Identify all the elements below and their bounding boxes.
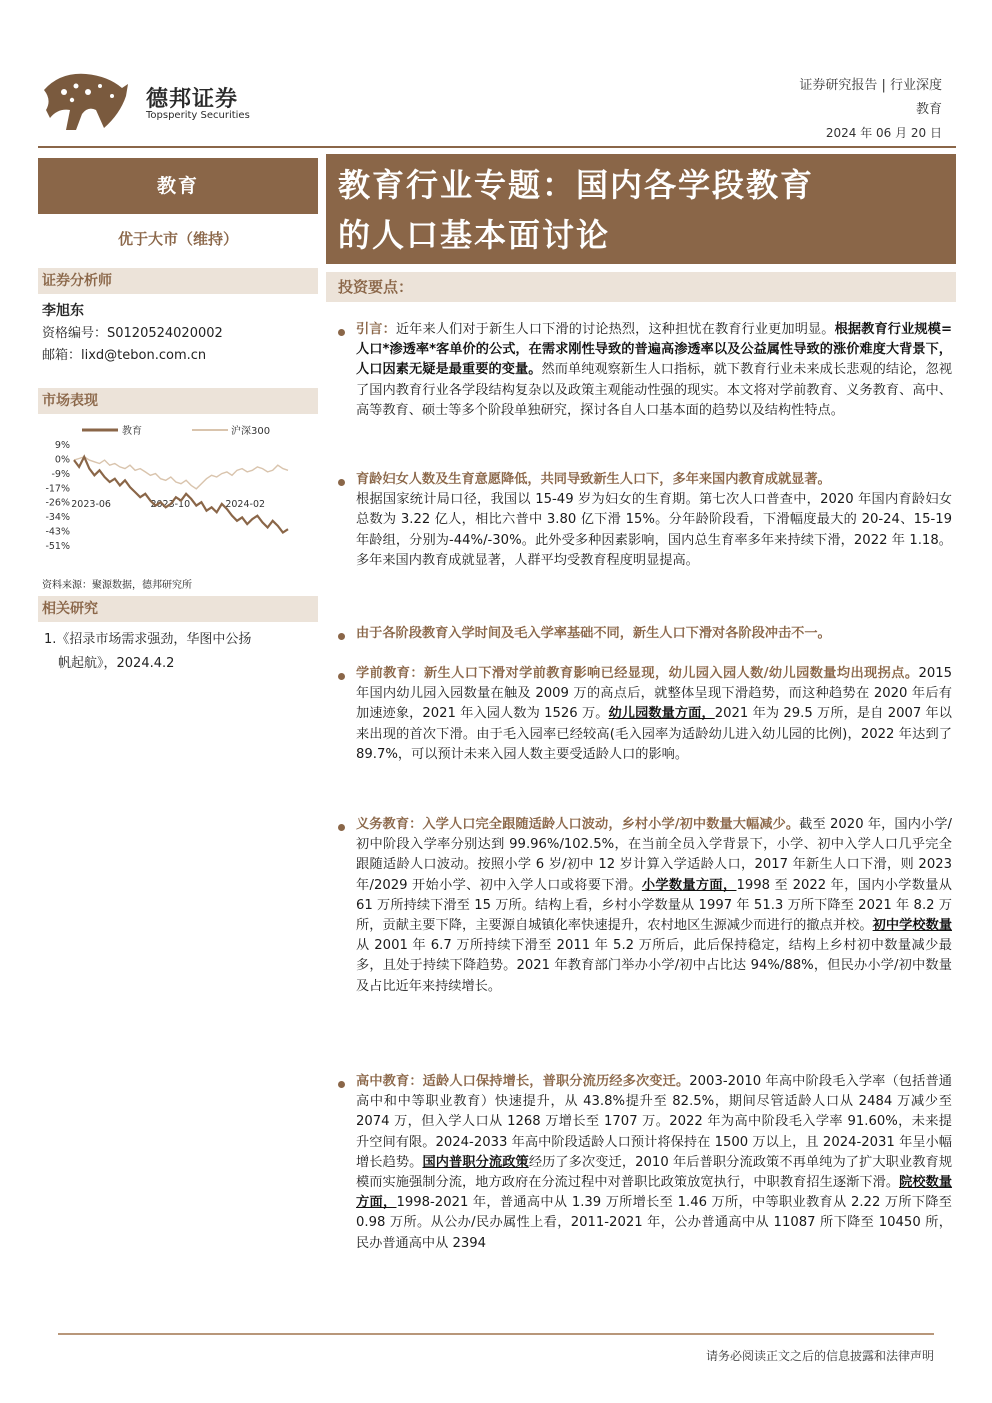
report-date: 2024 年 06 月 20 日 [825,126,942,140]
related-heading: 相关研究 [38,596,318,622]
bullet-dot [338,824,345,831]
para-compulsory-text1: 截至 2020 年，国内小学/初中阶段入学率分别达到 99.96%/102.5%，在当前全员入学背景下，小学、初中入学人口几乎完全跟随适龄人口波动。按照小学 6 岁/初中 12 岁计算入学适龄人口，2017 年新生人口下滑，则 2023 年/2029 开始小学、初中入学人口或将要下滑。 [356,817,952,893]
para-intro-bold: 根据教育行业规模=人口*渗透率*客单价的公式，在需求刚性导致的普遍高渗透率以及公益属性导致的涨价难度大背景下，人口因素无疑是最重要的变量。 [356,322,952,378]
footer-disclaimer[interactable]: 请务必阅读正文之后的信息披露和法律声明 [705,1349,934,1363]
para-population-text: 根据国家统计局口径，我国以 15-49 岁为妇女的生育期。第七次人口普查中，2020 年国内育龄妇女总数为 3.22 亿人，相比六普中 3.80 亿下滑 15%。分年龄阶段看，下滑幅度最大的 20-24、15-19 年龄组，分别为-44%/-30%。此外受多种因素影响，国内总生育率多年来持续下滑，2022 年 1.18。多年来国内教育成就显著，人群平均受教育程度明显提高。 [356,492,952,568]
logo-cn: 德邦证券 [146,87,239,112]
chart-source: 资料来源：聚源数据，德邦研究所 [42,580,192,591]
y-axis [45,440,70,552]
para-compulsory [356,815,952,997]
header-divider [38,146,956,148]
para-highschool-underline2: 院校数量方面， [356,1175,953,1211]
related-item-1-line2[interactable]: 帆起航》，2024.4.2 [58,656,175,671]
title-line-2: 的人口基本面讨论 [338,216,611,254]
para-compulsory-underline2: 初中学校数量 [872,918,953,934]
y-tick-label: -26% [45,497,70,509]
bullet-dot [338,479,345,486]
y-tick-label: -43% [45,526,70,538]
bullet-dot [338,673,345,680]
analyst-email: 邮箱：lixd@tebon.com.cn [42,348,207,363]
report-industry: 教育 [915,102,942,117]
analyst-cert: 资格编号：S0120524020002 [42,326,223,341]
para-compulsory-lead: 义务教育：入学人口完全跟随适龄人口波动，乡村小学/初中数量大幅减少。 [356,817,800,832]
para-highschool-text1: 2003-2010 年高中阶段毛入学率（包括普通高中和中等职业教育）快速提升，从 43.8%提升至 82.5%，期间尽管适龄人口从 2484 万减少至 2074 万，但入学人口从 1268 万增长至 1707 万。2022 年为高中阶段毛入学率 91.60%，未来提升空间有限。2024-2033 年高中阶段适龄人口预计将保持在 1500 万以上，且 2024-2031 年呈小幅增长趋势。 [356,1074,952,1170]
analyst-heading: 证券分析师 [38,268,318,294]
report-type: 证券研究报告 | 行业深度 [799,78,942,93]
title-line-1: 教育行业专题：国内各学段教育 [338,166,815,204]
para-intro [356,320,952,421]
chart-series [74,457,288,533]
para-highschool-lead: 高中教育：适龄人口保持增长，普职分流历经多次变迁。 [356,1074,690,1089]
x-tick-label: 2023-10 [150,498,191,510]
y-tick-label: 0% [54,454,70,466]
para-preschool-text1: 2015 年国内幼儿园入园数量在触及 2009 万的高点后，就整体呈现下滑趋势，而这种趋势在 2020 年后有加速迹象，2021 年入园人数为 1526 万。 [356,666,952,722]
industry-label: 教育 [38,158,318,214]
report-title [326,154,956,264]
market-chart [38,418,318,568]
chart-legend [82,424,270,437]
footer-divider [58,1333,934,1335]
para-highschool-text3: 1998-2021 年，普通高中从 1.39 万所增长至 1.46 万所，中等职业教育从 2.22 万所下降至 0.98 万所。从公办/民办属性上看，2011-2021 年，公办普通高中从 11087 所下降至 10450 所，民办普通高中从 2394 [356,1195,952,1251]
bullet-dot [338,329,345,336]
y-tick-label: -51% [45,541,70,552]
para-intro-text2: 然而单纯观察新生人口指标，就下教育行业未来成长悲观的结论，忽视了国内教育行业各学段结构复杂以及政策主观能动性强的现实。本文将对学前教育、义务教育、高中、高等教育、硕士等多个阶段单独研究，探讨各自人口基本面的趋势以及结构性特点。 [356,362,953,418]
para-stages-lead: 由于各阶段教育入学时间及毛入学率基础不同，新生人口下滑对各阶段冲击不一。 [356,626,831,641]
para-compulsory-text2: 1998 至 2022 年，国内小学数量从 61 万所持续下滑至 15 万所。结构上看，乡村小学数量从 1997 年 51.3 万所下降至 2021 年 8.2 万所，贡献主要下降，主要源自城镇化率快速提升，农村地区生源减少而进行的撤点并校。 [356,877,952,934]
para-preschool [356,664,952,765]
y-tick-label: -34% [45,512,70,524]
para-intro-text1: 近年来人们对于新生人口下滑的讨论热烈，这种担忧在教育行业更加明显。 [395,322,835,337]
x-tick-label: 2023-06 [71,498,111,510]
market-heading: 市场表现 [38,388,318,414]
y-tick-label: -9% [51,468,70,480]
para-preschool-lead: 学前教育：新生人口下滑对学前教育影响已经显现，幼儿园入园人数/幼儿园数量均出现拐点。 [356,666,919,681]
para-population-lead: 育龄妇女人数及生育意愿降低，共同导致新生人口下，多年来国内教育成就显著。 [356,472,831,487]
logo-en: Topsperity Securities [146,110,250,121]
y-tick-label: 9% [54,440,70,451]
para-intro-lead: 引言： [356,322,396,337]
company-logo [42,70,130,134]
para-highschool [356,1072,952,1254]
legend-label-edu: 教育 [122,426,142,437]
para-compulsory-text3: 从 2001 年 6.7 万所持续下滑至 2011 年 5.2 万所后，此后保持稳定，结构上乡村初中数量减少最多，且处于持续下降趋势。2021 年教育部门举办小学/初中占比达 94%/88%，但民办小学/初中数量及占比近年来持续增长。 [356,938,952,994]
analyst-name: 李旭东 [42,303,84,319]
y-tick-label: -17% [45,483,70,495]
para-highschool-text2: 经历了多次变迁，2010 年后普职分流政策不再单纯为了扩大职业教育规模而实施强制分流，地方政府在分流过程中对普职比政策放宽执行，中职教育招生逐渐下滑。 [356,1154,953,1191]
para-preschool-text2: 2021 年为 29.5 万所，是自 2007 年以来出现的首次下滑。由于毛入园率已经较高(毛入园率为适龄幼儿进入幼儿园的比例)，2022 年达到了 89.7%，可以预计未来入园人数主要受适龄人口的影响。 [356,706,952,762]
rating: 优于大市（维持） [117,230,238,248]
para-preschool-underline: 幼儿园数量方面， [608,706,715,722]
related-item-1-line1[interactable]: 1.《招录市场需求强劲，华图中公扬 [44,632,252,647]
series-line-hs300 [74,457,288,489]
para-stages [356,624,952,644]
key-points-label: 投资要点： [326,272,956,302]
para-compulsory-underline1: 小学数量方面， [641,877,737,893]
bullet-dot [338,633,345,640]
para-population [356,470,952,571]
para-highschool-underline1: 国内普职分流政策 [422,1154,529,1170]
x-tick-label: 2024-02 [225,498,266,510]
bullet-dot [338,1081,345,1088]
legend-label-hs300: 沪深300 [231,426,271,437]
